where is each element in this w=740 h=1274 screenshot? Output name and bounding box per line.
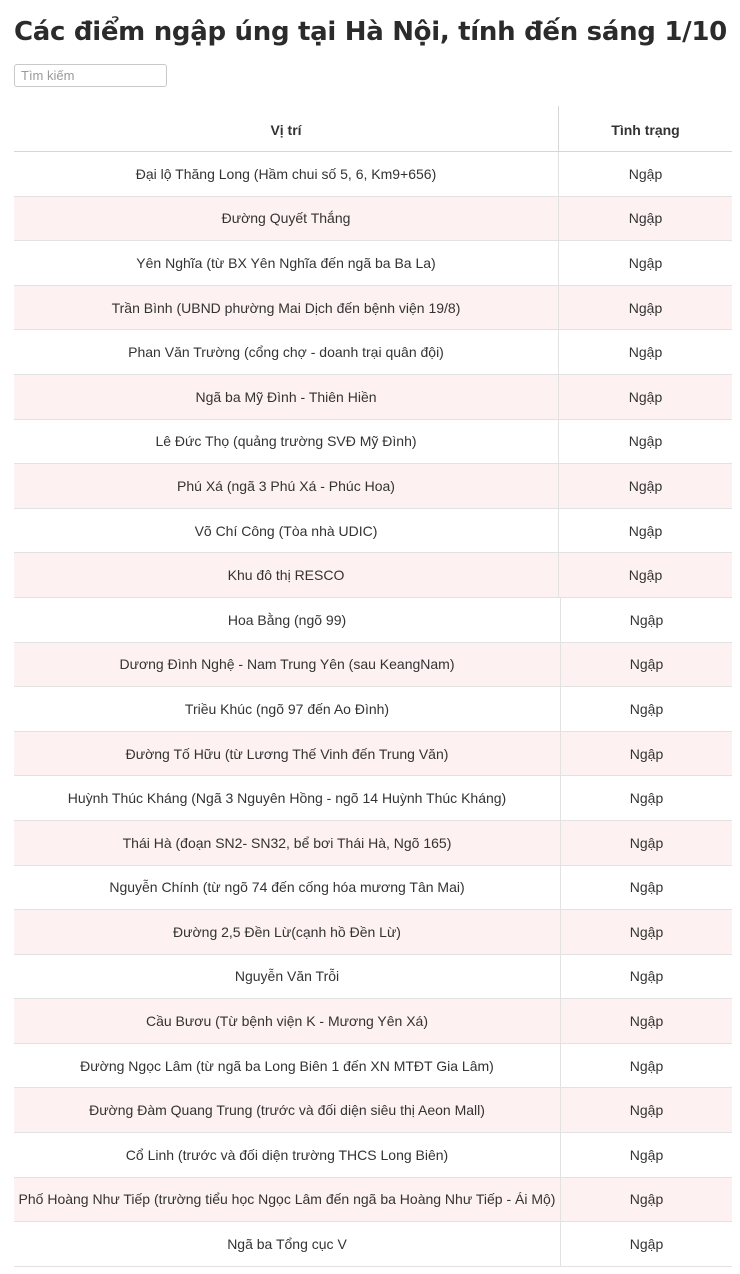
table-row: [14, 999, 732, 1044]
table-row: [14, 420, 732, 465]
table-row: [14, 955, 732, 1000]
location-cell: Phan Văn Trường (cổng chợ - doanh trại quân đội): [14, 330, 559, 374]
location-cell: Đường Ngọc Lâm (từ ngã ba Long Biên 1 đến XN MTĐT Gia Lâm): [14, 1044, 561, 1088]
page-title: Các điểm ngập úng tại Hà Nội, tính đến sáng 1/10: [14, 17, 727, 47]
table-row: [14, 553, 732, 598]
table-row: [14, 375, 732, 420]
column-header-status[interactable]: Tình trạng: [611, 121, 680, 138]
status-cell: Ngập: [629, 700, 664, 717]
status-cell: Ngập: [629, 745, 664, 762]
column-header-location[interactable]: Vị trí: [14, 106, 559, 151]
status-cell: Ngập: [628, 433, 663, 450]
table-row: [14, 1044, 732, 1089]
table-row: [14, 687, 732, 732]
table-row: [14, 464, 732, 509]
table-row: [14, 910, 732, 955]
table-row: [14, 1222, 732, 1267]
location-cell: Đường Đàm Quang Trung (trước và đối diện siêu thị Aeon Mall): [14, 1088, 561, 1132]
table-row: [14, 776, 732, 821]
location-cell: Nguyễn Văn Trỗi: [14, 955, 561, 999]
status-cell: Ngập: [629, 1013, 664, 1030]
location-cell: Đại lộ Thăng Long (Hầm chui số 5, 6, Km9+656): [14, 152, 559, 196]
table-row: [14, 821, 732, 866]
status-cell: Ngập: [629, 879, 664, 896]
status-cell: Ngập: [629, 834, 664, 851]
status-cell: Ngập: [629, 1236, 664, 1253]
location-cell: Dương Đình Nghệ - Nam Trung Yên (sau KeangNam): [14, 643, 561, 687]
location-cell: Phú Xá (ngã 3 Phú Xá - Phúc Hoa): [14, 464, 559, 508]
location-cell: Cổ Linh (trước và đối diện trường THCS Long Biên): [14, 1133, 561, 1177]
location-cell: Đường Tố Hữu (từ Lương Thế Vinh đến Trung Văn): [14, 732, 561, 776]
status-cell: Ngập: [629, 923, 664, 940]
location-cell: Ngã ba Tổng cục V: [14, 1222, 561, 1266]
table-row: [14, 732, 732, 777]
status-cell: Ngập: [629, 611, 664, 628]
table-row: [14, 509, 732, 554]
status-cell: Ngập: [629, 1057, 664, 1074]
status-cell: Ngập: [629, 1191, 664, 1208]
table-row: [14, 330, 732, 375]
location-cell: Phố Hoàng Như Tiếp (trường tiểu học Ngọc Lâm đến ngã ba Hoàng Như Tiếp - Ái Mộ): [14, 1178, 561, 1222]
status-cell: Ngập: [628, 522, 663, 539]
location-cell: Khu đô thị RESCO: [14, 553, 559, 597]
table-row: [14, 1133, 732, 1178]
location-cell: Đường Quyết Thắng: [14, 197, 559, 241]
status-cell: Ngập: [628, 344, 663, 361]
search-input[interactable]: [14, 64, 167, 87]
status-cell: Ngập: [629, 656, 664, 673]
location-cell: Hoa Bằng (ngõ 99): [14, 598, 561, 642]
table-row: [14, 152, 732, 197]
status-cell: Ngập: [628, 210, 663, 227]
status-cell: Ngập: [629, 1146, 664, 1163]
location-cell: Ngã ba Mỹ Đình - Thiên Hiền: [14, 375, 559, 419]
location-cell: Lê Đức Thọ (quảng trường SVĐ Mỹ Đình): [14, 420, 559, 464]
status-cell: Ngập: [629, 1102, 664, 1119]
location-cell: Triều Khúc (ngõ 97 đến Ao Đình): [14, 687, 561, 731]
table-body: [14, 152, 732, 1267]
status-cell: Ngập: [628, 388, 663, 405]
location-cell: Cầu Bươu (Từ bệnh viện K - Mương Yên Xá): [14, 999, 561, 1043]
table-row: [14, 643, 732, 688]
location-cell: Võ Chí Công (Tòa nhà UDIC): [14, 509, 559, 553]
status-cell: Ngập: [629, 790, 664, 807]
table-row: [14, 598, 732, 643]
location-cell: Yên Nghĩa (từ BX Yên Nghĩa đến ngã ba Ba La): [14, 241, 559, 285]
status-cell: Ngập: [628, 254, 663, 271]
table-row: [14, 1088, 732, 1133]
table-header: [14, 106, 732, 152]
location-cell: Đường 2,5 Đền Lừ(cạnh hồ Đền Lừ): [14, 910, 561, 954]
status-cell: Ngập: [628, 165, 663, 182]
table-row: [14, 1178, 732, 1223]
status-cell: Ngập: [628, 477, 663, 494]
flood-points-table: [14, 106, 732, 1267]
status-cell: Ngập: [628, 567, 663, 584]
status-cell: Ngập: [628, 299, 663, 316]
table-row: [14, 241, 732, 286]
location-cell: Huỳnh Thúc Kháng (Ngã 3 Nguyên Hồng - ngõ 14 Huỳnh Thúc Kháng): [14, 776, 561, 820]
location-cell: Thái Hà (đoạn SN2- SN32, bể bơi Thái Hà, Ngõ 165): [14, 821, 561, 865]
table-row: [14, 197, 732, 242]
status-cell: Ngập: [629, 968, 664, 985]
table-row: [14, 866, 732, 911]
location-cell: Nguyễn Chính (từ ngõ 74 đến cống hóa mương Tân Mai): [14, 866, 561, 910]
location-cell: Trần Bình (UBND phường Mai Dịch đến bệnh viện 19/8): [14, 286, 559, 330]
table-row: [14, 286, 732, 331]
